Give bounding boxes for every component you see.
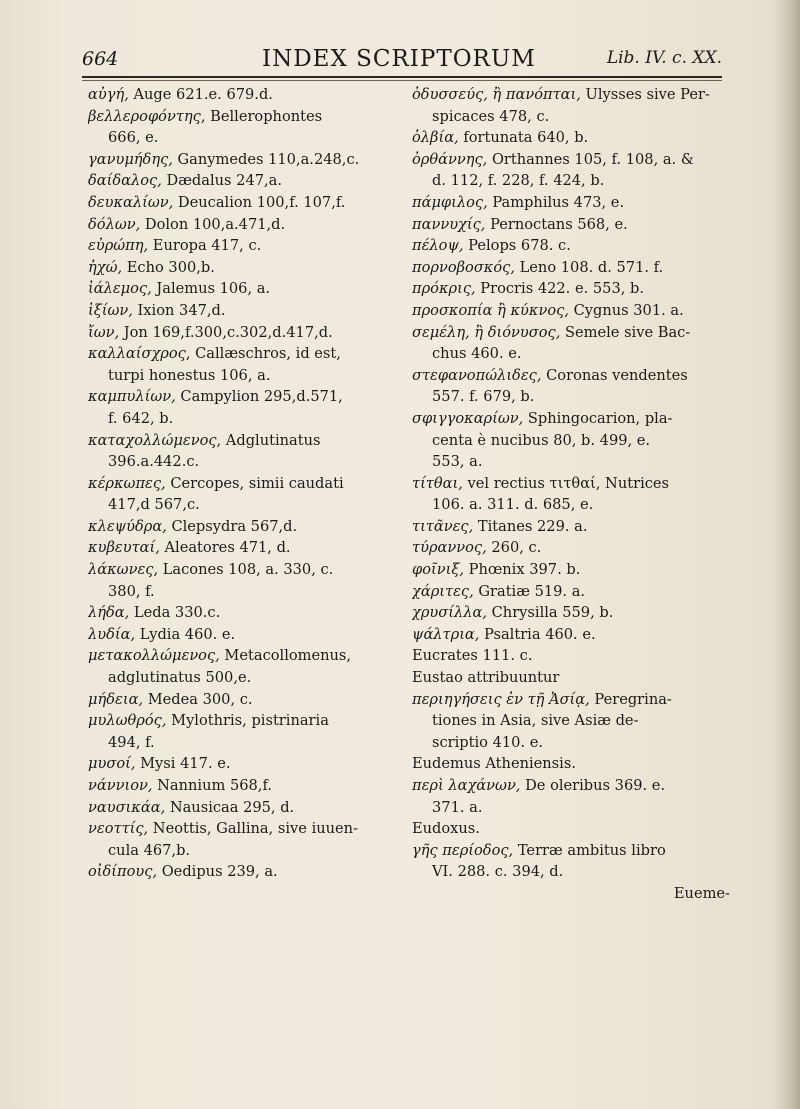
latin-reference: Ixion 347,d. <box>132 301 226 319</box>
greek-term: μυσοί, <box>88 755 136 773</box>
index-entry <box>412 559 730 581</box>
index-entry <box>412 451 730 473</box>
index-entry <box>412 840 730 862</box>
index-entry <box>88 732 396 754</box>
index-entry <box>412 581 730 603</box>
latin-reference: f. 642, b. <box>108 409 174 427</box>
greek-term: ἰάλεμος, <box>88 280 152 298</box>
index-entry <box>412 149 730 171</box>
greek-term: τύραννος, <box>412 539 487 557</box>
latin-reference: vel rectius τιτθαί, Nutrices <box>462 474 670 492</box>
index-entry <box>88 602 396 624</box>
latin-reference: Psaltria 460. e. <box>479 625 596 643</box>
index-entry <box>412 365 730 387</box>
index-entry <box>412 516 730 538</box>
latin-reference: Pamphilus 473, e. <box>487 193 625 211</box>
index-entry <box>412 214 730 236</box>
latin-reference: Mylothris, pistrinaria <box>166 712 329 730</box>
latin-reference: 396.a.442.c. <box>108 453 200 471</box>
index-entry <box>88 451 396 473</box>
index-entry <box>88 689 396 711</box>
latin-reference: Campylion 295,d.571, <box>175 388 343 406</box>
index-entry <box>88 581 396 603</box>
greek-term: λάκωνες <box>88 561 154 579</box>
index-entry <box>88 149 396 171</box>
latin-reference: Neottis, Gallina, sive iuuen- <box>148 820 359 838</box>
greek-term: ἴων, <box>88 323 120 341</box>
index-entry <box>88 106 396 128</box>
index-entry <box>88 278 396 300</box>
index-entry <box>88 235 396 257</box>
greek-term: αὐγή, <box>88 86 129 103</box>
page-header <box>82 36 722 76</box>
latin-reference: 557. f. 679, b. <box>432 388 535 406</box>
index-entry <box>88 516 396 538</box>
index-entry <box>412 257 730 279</box>
greek-term: προσκοπία ἢ κύκνος, <box>412 301 569 319</box>
index-entry <box>88 624 396 646</box>
greek-term: πορνοβοσκός, <box>412 258 515 276</box>
latin-reference: 553, a. <box>432 453 483 471</box>
index-entry <box>412 386 730 408</box>
latin-reference: 260, c. <box>486 539 542 557</box>
index-entry <box>88 257 396 279</box>
index-entry <box>412 408 730 430</box>
greek-term: σφιγγοκαρίων, <box>412 409 524 427</box>
greek-term: πάμφιλος, <box>412 193 488 211</box>
latin-reference: Gratiæ 519. a. <box>473 582 586 600</box>
greek-term: ψάλτρια, <box>412 625 480 643</box>
latin-reference: Jon 169,f.300,c.302,d.417,d. <box>119 323 333 341</box>
greek-term: κλεψύδρα, <box>88 517 167 535</box>
index-entry <box>88 365 396 387</box>
latin-reference: Eucrates 111. c. <box>412 647 533 665</box>
index-entry <box>412 430 730 452</box>
page-number: 664 <box>82 48 119 70</box>
index-entry <box>412 775 730 797</box>
latin-reference: Europa 417, c. <box>148 237 262 255</box>
latin-reference: Echo 300,b. <box>122 258 215 276</box>
index-entry <box>412 883 730 905</box>
latin-reference: Auge 621.e. 679.d. <box>128 86 273 103</box>
latin-reference: Titanes 229. a. <box>473 517 588 535</box>
latin-reference: Pernoctans 568, e. <box>485 215 628 233</box>
index-entry <box>412 602 730 624</box>
index-entry <box>88 667 396 689</box>
index-entry <box>412 710 730 732</box>
latin-reference: Semele sive Bac- <box>560 323 691 341</box>
latin-reference: Leda 330.c. <box>129 604 221 622</box>
index-entry <box>88 753 396 775</box>
greek-term: κέρκωπες, <box>88 474 166 492</box>
index-entry <box>88 473 396 495</box>
index-entry <box>88 818 396 840</box>
index-entry <box>88 775 396 797</box>
latin-reference: Medea 300, c. <box>143 690 253 708</box>
greek-term: παννυχίς, <box>412 215 486 233</box>
index-entry <box>88 300 396 322</box>
index-entry <box>88 797 396 819</box>
latin-reference: , Callæschros, id est, <box>185 345 341 363</box>
index-entry <box>88 710 396 732</box>
latin-reference: Lydia 460. e. <box>135 625 236 643</box>
book-location: Lib. IV. c. XX. <box>606 48 722 68</box>
index-entry <box>88 386 396 408</box>
index-entry <box>412 667 730 689</box>
latin-reference: fortunata 640, b. <box>458 129 589 147</box>
latin-reference: Orthannes 105, f. 108, a. & <box>487 150 694 168</box>
latin-reference: spicaces 478, c. <box>432 107 550 125</box>
index-entry <box>412 192 730 214</box>
greek-term: οἰδίπους, <box>88 863 158 881</box>
greek-term: γανυμήδης, <box>88 150 173 168</box>
greek-term: νάννιον, <box>88 777 153 794</box>
index-entry <box>412 645 730 667</box>
latin-reference: Jalemus 106, a. <box>151 280 271 298</box>
greek-term: ὀλβία, <box>412 129 459 147</box>
greek-term: πρόκρις, <box>412 280 476 298</box>
index-entry <box>412 861 730 883</box>
latin-reference: centa è nucibus 80, b. 499, e. <box>432 431 651 449</box>
index-entry <box>88 430 396 452</box>
latin-reference: Eudoxus. <box>412 820 480 838</box>
latin-reference: tiones in Asia, sive Asiæ de- <box>432 712 639 730</box>
index-entry <box>412 689 730 711</box>
greek-term: μετακολλώμενος, <box>88 647 220 665</box>
greek-term: περὶ λαχάνων, <box>412 777 521 794</box>
latin-reference: Oedipus 239, a. <box>157 863 278 881</box>
latin-reference: 106. a. 311. d. 685, e. <box>432 496 594 514</box>
latin-reference: Eustao attribuuntur <box>412 669 560 687</box>
latin-reference: Procris 422. e. 553, b. <box>475 280 644 298</box>
index-entry <box>412 343 730 365</box>
latin-reference: chus 460. e. <box>432 345 522 363</box>
greek-term: δαίδαλος, <box>88 172 162 190</box>
greek-term: τίτθαι, <box>412 474 463 492</box>
index-entry <box>412 732 730 754</box>
index-entry <box>412 494 730 516</box>
index-entry <box>88 861 396 883</box>
greek-term: στεφανοπώλιδες, <box>412 366 542 384</box>
latin-reference: adglutinatus 500,e. <box>108 669 252 687</box>
greek-term: κυβευταί, <box>88 539 160 557</box>
index-entry <box>412 473 730 495</box>
latin-reference: 417,d 567,c. <box>108 496 200 514</box>
greek-term: περιηγήσεις ἐν τῇ Ἀσίᾳ, <box>412 690 590 708</box>
latin-reference: , Lacones 108, a. 330, c. <box>153 561 334 579</box>
latin-reference: Pelops 678. c. <box>463 237 571 255</box>
index-entry <box>412 300 730 322</box>
latin-reference: Sphingocarion, pla- <box>523 409 673 427</box>
index-entry <box>412 753 730 775</box>
greek-term: καμπυλίων, <box>88 388 176 406</box>
header-rule <box>82 76 722 78</box>
latin-reference: Ganymedes 110,a.248,c. <box>172 150 360 168</box>
latin-reference: Peregrina- <box>589 690 672 708</box>
greek-term: χάριτες, <box>412 582 474 600</box>
running-title: INDEX SCRIPTORUM <box>262 46 536 72</box>
greek-term: δόλων, <box>88 215 141 233</box>
latin-reference: Ulysses sive Per- <box>580 86 710 103</box>
latin-reference: Eueme- <box>673 884 730 902</box>
index-entry <box>88 343 396 365</box>
greek-term: σεμέλη, ἢ διόνυσος, <box>412 323 561 341</box>
greek-term: τιτᾶνες, <box>412 517 474 535</box>
index-entry <box>412 797 730 819</box>
index-entry <box>412 322 730 344</box>
latin-reference: Metacollomenus, <box>219 647 352 665</box>
latin-reference: Mysi 417. e. <box>135 755 231 773</box>
page-edge-shadow <box>774 0 800 1109</box>
latin-reference: Leno 108. d. 571. f. <box>514 258 664 276</box>
latin-reference: Dædalus 247,a. <box>161 172 282 190</box>
index-entry <box>88 170 396 192</box>
index-entry <box>88 559 396 581</box>
index-entry <box>88 322 396 344</box>
latin-reference: Eudemus Atheniensis. <box>412 755 576 773</box>
index-column-left <box>88 84 396 883</box>
greek-term: λυδία, <box>88 625 136 643</box>
index-entry <box>88 840 396 862</box>
greek-term: βελλεροφόντης <box>88 107 201 125</box>
latin-reference: 371. a. <box>432 798 483 816</box>
index-entry <box>412 127 730 149</box>
index-entry <box>88 408 396 430</box>
index-entry <box>412 624 730 646</box>
greek-term: νεοττίς, <box>88 820 149 838</box>
index-entry <box>412 818 730 840</box>
greek-term: χρυσίλλα, <box>412 604 487 622</box>
latin-reference: 666, e. <box>108 129 159 147</box>
latin-reference: turpi honestus 106, a. <box>108 366 271 384</box>
greek-term: ναυσικάα, <box>88 798 166 816</box>
greek-term: ὀδυσσεύς, ἢ πανόπται, <box>412 86 581 103</box>
index-entry <box>412 235 730 257</box>
index-entry <box>88 84 396 106</box>
latin-reference: Nannium 568,f. <box>152 777 272 794</box>
index-entry <box>412 170 730 192</box>
latin-reference: Aleatores 471, d. <box>159 539 291 557</box>
latin-reference: Dolon 100,a.471,d. <box>140 215 286 233</box>
latin-reference: , Bellerophontes <box>200 107 323 125</box>
greek-term: φοῖνιξ, <box>412 561 464 579</box>
latin-reference: 380, f. <box>108 582 155 600</box>
greek-term: εὐρώπη, <box>88 237 149 255</box>
index-entry <box>412 537 730 559</box>
latin-reference: Chrysilla 559, b. <box>486 604 614 622</box>
latin-reference: scriptio 410. e. <box>432 733 544 751</box>
header-rule-thin <box>82 80 722 81</box>
latin-reference: VI. 288. c. 394, d. <box>432 863 564 881</box>
index-entry <box>412 278 730 300</box>
greek-term: μυλωθρός, <box>88 712 167 730</box>
latin-reference: d. 112, f. 228, f. 424, b. <box>432 172 605 190</box>
greek-term: γῆς περίοδος, <box>412 841 514 859</box>
latin-reference: Deucalion 100,f. 107,f. <box>173 193 346 211</box>
greek-term: μήδεια, <box>88 690 144 708</box>
index-entry <box>412 84 730 106</box>
greek-term: ὀρθάννης, <box>412 150 488 168</box>
greek-term: καταχολλώμενος <box>88 431 217 449</box>
latin-reference: Coronas vendentes <box>541 366 688 384</box>
index-entry <box>88 192 396 214</box>
latin-reference: , Adglutinatus <box>216 431 321 449</box>
index-entry <box>88 645 396 667</box>
greek-term: καλλαίσχρος <box>88 345 186 363</box>
latin-reference: cula 467,b. <box>108 841 191 859</box>
latin-reference: Phœnix 397. b. <box>464 561 581 579</box>
index-entry <box>88 494 396 516</box>
index-column-right <box>412 84 730 905</box>
greek-term: λήδα, <box>88 604 130 622</box>
greek-term: πέλοψ, <box>412 237 464 255</box>
latin-reference: Terræ ambitus libro <box>513 841 666 859</box>
greek-term: ἠχώ, <box>88 258 123 276</box>
latin-reference: Nausicaa 295, d. <box>165 798 295 816</box>
index-entry <box>412 106 730 128</box>
latin-reference: De oleribus 369. e. <box>520 777 666 794</box>
latin-reference: Cygnus 301. a. <box>568 301 684 319</box>
latin-reference: 494, f. <box>108 733 155 751</box>
latin-reference: Cercopes, simii caudati <box>165 474 344 492</box>
index-entry <box>88 127 396 149</box>
greek-term: ἰξίων, <box>88 301 133 319</box>
index-entry <box>88 214 396 236</box>
greek-term: δευκαλίων, <box>88 193 174 211</box>
latin-reference: Clepsydra 567,d. <box>166 517 298 535</box>
index-entry <box>88 537 396 559</box>
